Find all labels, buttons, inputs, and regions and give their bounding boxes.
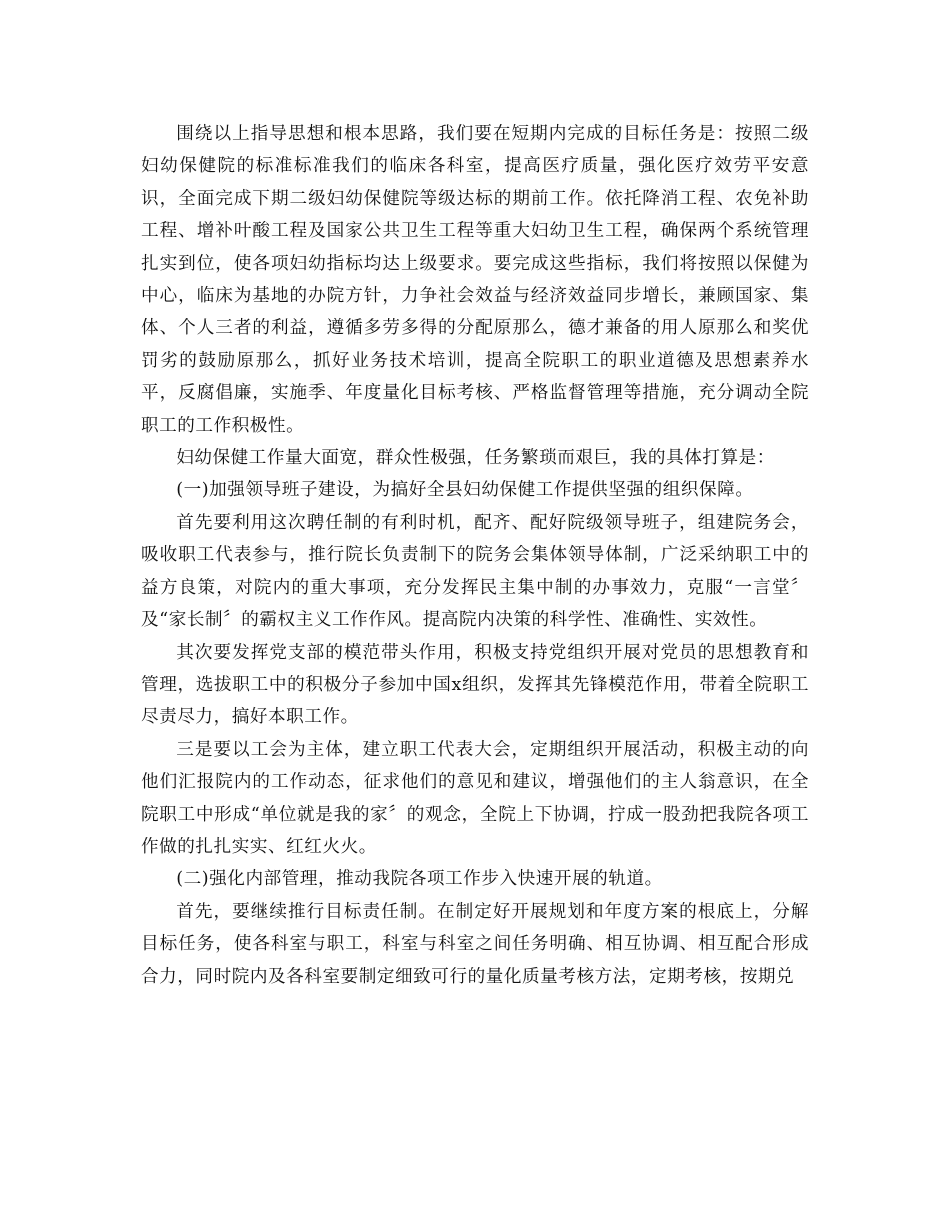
section-heading-leadership: (一)加强领导班子建设，为搞好全县妇幼保健工作提供坚强的组织保障。 — [176, 480, 754, 501]
paragraph-specific-plan-intro: 妇幼保健工作量大面宽，群众性极强，任务繁琐而艰巨，我的具体打算是： — [176, 448, 775, 469]
paragraph-trade-union: 三是要以工会为主体，建立职工代表大会，定期组织开展活动，积极主动的向他们汇报院内的工作动态，征求他们的意见和建议，增强他们的主人翁意识，在全院职工中形成“单位就是我的家〞的观念，全院上下协调，拧成一股劲把我院各项工作做的扎扎实实、红红火火。 — [141, 739, 809, 857]
paragraph-leadership-team: 首先要利用这次聘任制的有利时机，配齐、配好院级领导班子，组建院务会，吸收职工代表参与，推行院长负责制下的院务会集体领导体制，广泛采纳职工中的益方良策，对院内的重大事项，充分发挥民主集中制的办事效力，克服“一言堂〞及“家长制〞的霸权主义工作作风。提高院内决策的科学性、准确性、实效性。 — [141, 512, 809, 631]
paragraph-party-branch: 其次要发挥党支部的模范带头作用，积极支持党组织开展对党员的思想教育和管理，选拔职工中的积极分子参加中国x组织，发挥其先锋模范作用，带着全院职工尽责尽力，搞好本职工作。 — [141, 642, 809, 728]
section-heading-internal-management: (二)强化内部管理，推动我院各项工作步入快速开展的轨道。 — [176, 869, 663, 890]
document-body — [141, 118, 809, 993]
paragraph-guiding-goals: 围绕以上指导思想和根本思路，我们要在短期内完成的目标任务是：按照二级妇幼保健院的标准标准我们的临床各科室，提高医疗质量，强化医疗效劳平安意识，全面完成下期二级妇幼保健院等级达标的期前工作。依托降消工程、农免补助工程、增补叶酸工程及国家公共卫生工程等重大妇幼卫生工程，确保两个系统管理扎实到位，使各项妇幼指标均达上级要求。要完成这些指标，我们将按照以保健为中心，临床为基地的办院方针，力争社会效益与经济效益同步增长，兼顾国家、集体、个人三者的利益，遵循多劳多得的分配原那么，德才兼备的用人原那么和奖优罚劣的鼓励原那么，抓好业务技术培训，提高全院职工的职业道德及思想素养水平，反腐倡廉，实施季、年度量化目标考核、严格监督管理等措施，充分调动全院职工的工作积极性。 — [141, 124, 809, 436]
paragraph-target-responsibility: 首先，要继续推行目标责任制。在制定好开展规划和年度方案的根底上，分解目标任务，使各科室与职工，科室与科室之间任务明确、相互协调、相互配合形成合力，同时院内及各科室要制定细致可行的量化质量考核方法，定期考核，按期兑 — [141, 901, 809, 987]
